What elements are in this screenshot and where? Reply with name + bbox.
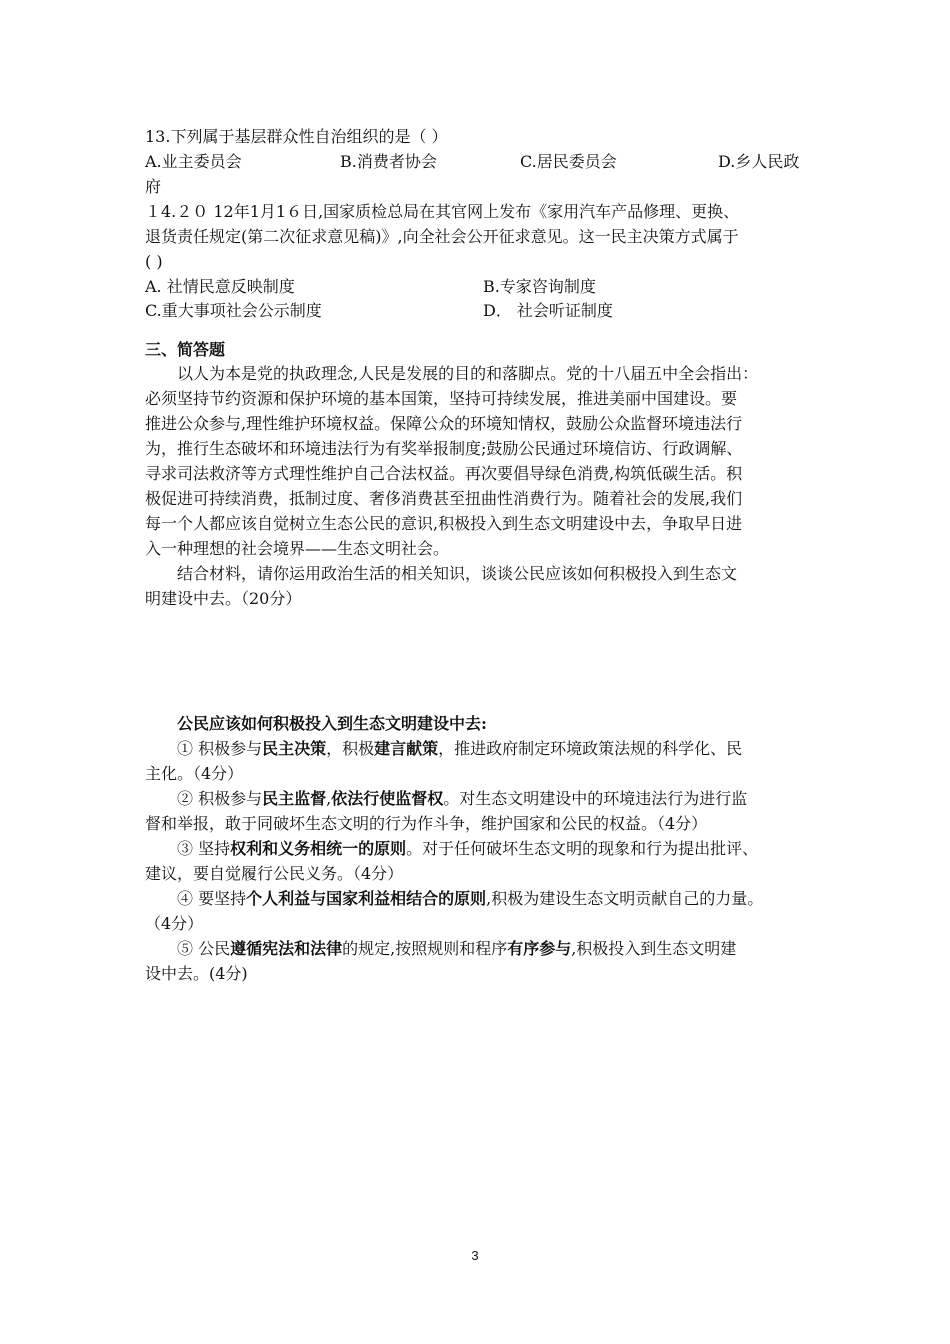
answer-text: 。对于任何破坏生态文明的现象和行为提出批评、 [406, 839, 759, 858]
q13-option-d-wrap: 府 [145, 177, 162, 196]
answer-text: , [326, 789, 332, 808]
answer-text: ,积极投入到生态文明建 [571, 939, 737, 958]
answer-point-4 [177, 887, 763, 911]
answer-text: 。对生态文明建设中的环境违法行为进行监 [443, 789, 748, 808]
q14-option-b: B.专家咨询制度 [483, 277, 596, 296]
answer-text: ① 积极参与 [177, 739, 263, 758]
q13-option-d: D.乡人民政 [718, 152, 800, 171]
answer-text: ③ 坚持 [177, 839, 231, 858]
answer-key-term: 建言献策 [374, 739, 439, 758]
answer-key-term: 遵循宪法和法律 [230, 939, 343, 958]
q14-stem-line1: １4.２０ 12年1月1６日,国家质检总局在其官网上发布《家用汽车产品修理、更换、 [145, 202, 740, 221]
material-line: 为，推行生态破坏和环境违法行为有奖举报制度;鼓励公民通过环境信访、行政调解、 [145, 439, 743, 458]
answer-point-4-cont: （4分） [145, 914, 204, 933]
section-heading: 三、简答题 [145, 340, 226, 359]
answer-point-1-cont: 主化。（4分） [145, 764, 244, 783]
answer-key-term: 个人利益与国家利益相结合的原则 [246, 889, 487, 908]
q14-option-c: C.重大事项社会公示制度 [145, 301, 322, 320]
answer-key-term: 权利和义务相统一的原则 [230, 839, 407, 858]
q14-stem-line2: 退货责任规定(第二次征求意见稿)》,向全社会公开征求意见。这一民主决策方式属于 [145, 227, 739, 246]
answer-key-term: 依法行使监督权 [331, 789, 444, 808]
answer-point-5-cont: 设中去。(4分) [145, 964, 248, 983]
answer-text: ,积极为建设生态文明贡献自己的力量。 [486, 889, 764, 908]
q14-option-a: A. 社情民意反映制度 [145, 277, 295, 296]
material-line: 推进公众参与,理性维护环境权益。保障公众的环境知情权，鼓励公众监督环境违法行 [145, 414, 743, 433]
answer-key-term: 民主决策 [262, 739, 327, 758]
answer-point-5 [177, 937, 736, 961]
answer-point-3 [177, 837, 758, 861]
answer-text: ，推进政府制定环境政策法规的科学化、民 [438, 739, 743, 758]
answer-text: ④ 要坚持 [177, 889, 247, 908]
answer-point-2 [177, 787, 747, 811]
page-number: 3 [471, 1248, 479, 1263]
material-line: 极促进可持续消费，抵制过度、奢侈消费甚至扭曲性消费行为。随着社会的发展,我们 [145, 489, 743, 508]
answer-key-term: 有序参与 [507, 939, 572, 958]
answer-title: 公民应该如何积极投入到生态文明建设中去: [177, 714, 487, 733]
q13-option-b: B.消费者协会 [340, 152, 437, 171]
q14-option-d: D． 社会听证制度 [483, 301, 613, 320]
q13-stem: 13.下列属于基层群众性自治组织的是（ ） [145, 127, 448, 146]
q13-option-a: A.业主委员会 [145, 152, 242, 171]
material-line: 必须坚持节约资源和保护环境的基本国策，坚持可持续发展，推进美丽中国建设。要 [145, 389, 738, 408]
material-line: 寻求司法救济等方式理性维护自己合法权益。再次要倡导绿色消费,构筑低碳生活。积 [145, 464, 743, 483]
material-line: 每一个人都应该自觉树立生态公民的意识,积极投入到生态文明建设中去，争取早日进 [145, 514, 743, 533]
answer-key-term: 民主监督 [262, 789, 327, 808]
answer-text: ⑤ 公民 [177, 939, 231, 958]
material-line: 以人为本是党的执政理念,人民是发展的目的和落脚点。党的十八届五中全会指出： [177, 364, 759, 383]
answer-text: 的规定,按照规则和程序 [342, 939, 508, 958]
q14-stem-line3: ( ) [145, 252, 163, 271]
question-line: 明建设中去。（20分） [145, 589, 302, 608]
question-line: 结合材料，请你运用政治生活的相关知识，谈谈公民应该如何积极投入到生态文 [177, 564, 738, 583]
answer-text: ，积极 [326, 739, 375, 758]
answer-point-2-cont: 督和举报，敢于同破坏生态文明的行为作斗争，维护国家和公民的权益。（4分） [145, 814, 708, 833]
material-line: 入一种理想的社会境界——生态文明社会。 [145, 539, 450, 558]
answer-point-1 [177, 737, 742, 761]
answer-point-3-cont: 建议，要自觉履行公民义务。（4分） [145, 864, 404, 883]
q13-option-c: C.居民委员会 [520, 152, 617, 171]
answer-text: ② 积极参与 [177, 789, 263, 808]
